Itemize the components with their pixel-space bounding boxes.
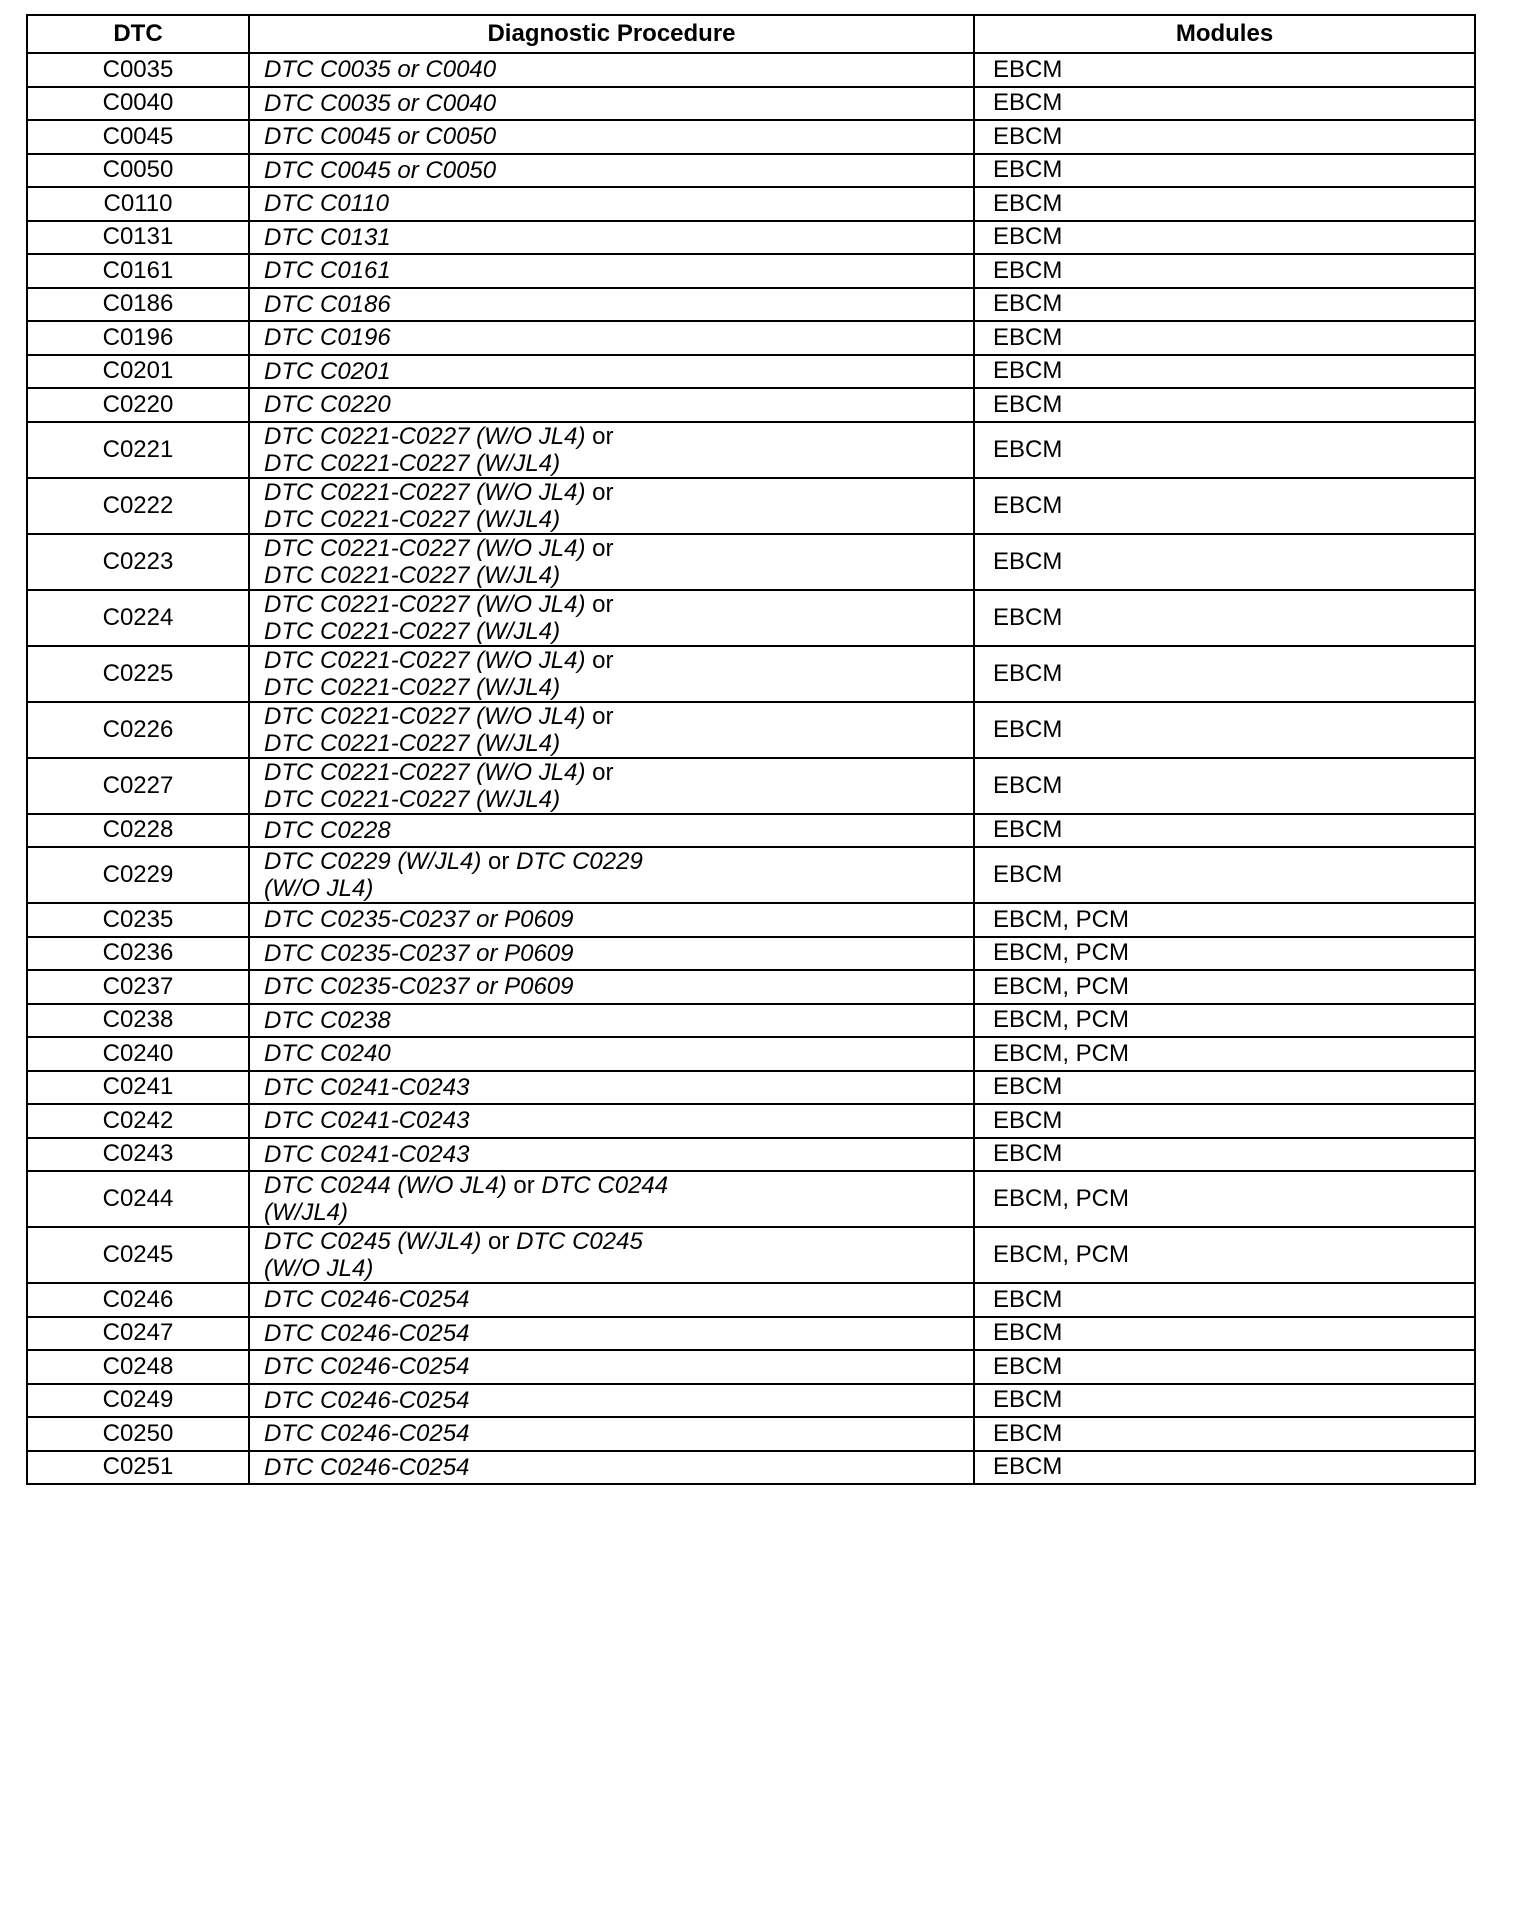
dtc-code: C0235 [27,903,249,937]
modules: EBCM [974,1138,1475,1172]
procedure-text: or [481,1228,517,1255]
dtc-code: C0244 [27,1171,249,1227]
modules: EBCM, PCM [974,937,1475,971]
modules: EBCM, PCM [974,1004,1475,1038]
procedure-text: DTC C0196 [264,324,391,352]
modules: EBCM [974,187,1475,221]
procedure-text: DTC C0229 [516,848,643,875]
modules: EBCM [974,221,1475,255]
dtc-code: C0226 [27,702,249,758]
procedure-text: DTC C0045 or C0050 [264,123,497,151]
dtc-code: C0045 [27,120,249,154]
procedure-text: DTC C0221-C0227 (W/JL4) [264,505,561,533]
table-row [27,903,1475,937]
diagnostic-procedure [249,254,974,288]
diagnostic-procedure [249,1171,974,1227]
modules: EBCM [974,1350,1475,1384]
dtc-code: C0243 [27,1138,249,1172]
table-row [27,87,1475,121]
dtc-code: C0251 [27,1451,249,1485]
header-diagnostic-procedure: Diagnostic Procedure [249,15,974,53]
procedure-text: DTC C0246-C0254 [264,1453,470,1481]
procedure-text: DTC C0244 (W/O JL4) [264,1172,507,1199]
table-row [27,814,1475,848]
diagnostic-procedure [249,1350,974,1384]
table-row [27,53,1475,87]
modules: EBCM, PCM [974,1171,1475,1227]
table-row [27,120,1475,154]
dtc-code: C0229 [27,847,249,903]
dtc-code: C0131 [27,221,249,255]
modules: EBCM [974,646,1475,702]
procedure-text: DTC C0235-C0237 or P0609 [264,973,574,1001]
dtc-code: C0225 [27,646,249,702]
modules: EBCM [974,758,1475,814]
procedure-text: DTC C0221-C0227 (W/O JL4) [264,478,586,506]
modules: EBCM [974,1283,1475,1317]
table-row [27,1350,1475,1384]
dtc-code: C0220 [27,388,249,422]
procedure-text: DTC C0110 [264,190,389,218]
diagnostic-procedure [249,590,974,646]
table-row [27,321,1475,355]
table-row [27,937,1475,971]
procedure-text: or [585,590,614,618]
diagnostic-procedure [249,187,974,221]
procedure-text: DTC C0246-C0254 [264,1420,470,1448]
dtc-code: C0246 [27,1283,249,1317]
table-row [27,187,1475,221]
procedure-text: DTC C0238 [264,1006,391,1034]
dtc-code: C0050 [27,154,249,188]
table-row [27,1417,1475,1451]
dtc-code: C0237 [27,970,249,1004]
diagnostic-procedure [249,1451,974,1485]
procedure-text: DTC C0035 or C0040 [264,89,497,117]
procedure-text: DTC C0201 [264,357,391,385]
procedure-text: DTC C0245 [516,1228,643,1255]
modules: EBCM [974,534,1475,590]
procedure-text: or [585,534,614,562]
modules: EBCM [974,1451,1475,1485]
table-row [27,970,1475,1004]
table-row [27,646,1475,702]
procedure-text: DTC C0221-C0227 (W/JL4) [264,785,561,813]
table-row [27,355,1475,389]
modules: EBCM [974,1104,1475,1138]
table-row [27,154,1475,188]
procedure-text: (W/JL4) [264,1199,348,1226]
diagnostic-procedure [249,355,974,389]
procedure-text: DTC C0246-C0254 [264,1286,470,1314]
procedure-text: or [585,758,614,786]
diagnostic-procedure [249,1104,974,1138]
procedure-text: DTC C0220 [264,391,391,419]
table-row [27,1384,1475,1418]
table-row [27,221,1475,255]
diagnostic-procedure [249,53,974,87]
procedure-text: DTC C0221-C0227 (W/JL4) [264,561,561,589]
procedure-text: DTC C0221-C0227 (W/O JL4) [264,758,586,786]
dtc-code: C0248 [27,1350,249,1384]
procedure-text: or [481,848,517,875]
procedure-text: DTC C0246-C0254 [264,1386,470,1414]
procedure-text: DTC C0228 [264,816,391,844]
diagnostic-procedure [249,388,974,422]
diagnostic-procedure [249,321,974,355]
table-body [27,53,1475,1484]
dtc-code: C0240 [27,1037,249,1071]
modules: EBCM, PCM [974,1037,1475,1071]
modules: EBCM [974,1071,1475,1105]
procedure-text: or [506,1172,542,1199]
modules: EBCM [974,1384,1475,1418]
modules: EBCM [974,702,1475,758]
diagnostic-procedure [249,937,974,971]
dtc-code: C0161 [27,254,249,288]
modules: EBCM [974,321,1475,355]
dtc-code: C0238 [27,1004,249,1038]
diagnostic-procedure [249,1384,974,1418]
table-row [27,847,1475,903]
dtc-code: C0221 [27,422,249,478]
procedure-text: DTC C0221-C0227 (W/O JL4) [264,646,586,674]
procedure-text: DTC C0045 or C0050 [264,156,497,184]
modules: EBCM [974,53,1475,87]
dtc-code: C0040 [27,87,249,121]
header-row [27,15,1475,53]
diagnostic-procedure [249,847,974,903]
dtc-code: C0110 [27,187,249,221]
procedure-text: DTC C0235-C0237 or P0609 [264,906,574,934]
diagnostic-procedure [249,1417,974,1451]
diagnostic-procedure [249,1283,974,1317]
procedure-text: DTC C0221-C0227 (W/JL4) [264,729,561,757]
table-row [27,1037,1475,1071]
table-row [27,422,1475,478]
diagnostic-procedure [249,758,974,814]
dtc-code: C0035 [27,53,249,87]
diagnostic-procedure [249,646,974,702]
procedure-text: DTC C0035 or C0040 [264,56,497,84]
dtc-code: C0245 [27,1227,249,1283]
procedure-text: DTC C0221-C0227 (W/JL4) [264,617,561,645]
modules: EBCM [974,154,1475,188]
table-row [27,1283,1475,1317]
dtc-code: C0236 [27,937,249,971]
modules: EBCM [974,1317,1475,1351]
diagnostic-procedure [249,1071,974,1105]
procedure-text: DTC C0245 (W/JL4) [264,1228,482,1255]
modules: EBCM [974,87,1475,121]
table-row [27,702,1475,758]
procedure-text: DTC C0221-C0227 (W/JL4) [264,449,561,477]
procedure-text: DTC C0246-C0254 [264,1353,470,1381]
diagnostic-procedure [249,120,974,154]
procedure-text: or [585,646,614,674]
diagnostic-procedure [249,534,974,590]
procedure-text: DTC C0240 [264,1040,391,1068]
diagnostic-procedure [249,903,974,937]
procedure-text: DTC C0244 [541,1172,669,1199]
diagnostic-procedure [249,1004,974,1038]
modules: EBCM, PCM [974,970,1475,1004]
procedure-text: DTC C0241-C0243 [264,1140,470,1168]
diagnostic-procedure [249,1037,974,1071]
dtc-code: C0196 [27,321,249,355]
procedure-text: DTC C0221-C0227 (W/O JL4) [264,534,586,562]
procedure-text: DTC C0161 [264,257,391,285]
diagnostic-procedure [249,814,974,848]
table-row [27,254,1475,288]
modules: EBCM [974,254,1475,288]
dtc-code: C0224 [27,590,249,646]
procedure-text: DTC C0229 (W/JL4) [264,848,482,875]
modules: EBCM [974,478,1475,534]
modules: EBCM [974,288,1475,322]
dtc-code: C0241 [27,1071,249,1105]
table-row [27,1451,1475,1485]
diagnostic-procedure [249,221,974,255]
table-row [27,288,1475,322]
procedure-text: DTC C0186 [264,290,391,318]
diagnostic-procedure [249,1317,974,1351]
dtc-code: C0228 [27,814,249,848]
modules: EBCM, PCM [974,1227,1475,1283]
header-dtc: DTC [27,15,249,53]
dtc-code: C0223 [27,534,249,590]
dtc-code: C0201 [27,355,249,389]
table-row [27,1317,1475,1351]
dtc-code: C0222 [27,478,249,534]
diagnostic-procedure [249,422,974,478]
table-row [27,1104,1475,1138]
dtc-code: C0227 [27,758,249,814]
modules: EBCM [974,814,1475,848]
header-modules: Modules [974,15,1475,53]
procedure-text: DTC C0221-C0227 (W/O JL4) [264,422,586,450]
diagnostic-procedure [249,154,974,188]
dtc-code: C0249 [27,1384,249,1418]
procedure-text: (W/O JL4) [264,875,374,902]
procedure-text: or [585,422,614,450]
modules: EBCM [974,355,1475,389]
diagnostic-procedure [249,970,974,1004]
table-row [27,1171,1475,1227]
procedure-text: DTC C0221-C0227 (W/JL4) [264,673,561,701]
diagnostic-procedure [249,1138,974,1172]
table-row [27,478,1475,534]
modules: EBCM [974,590,1475,646]
diagnostic-procedure [249,478,974,534]
procedure-text: (W/O JL4) [264,1255,374,1282]
procedure-text: DTC C0221-C0227 (W/O JL4) [264,590,586,618]
table-row [27,758,1475,814]
dtc-code: C0250 [27,1417,249,1451]
procedure-text: DTC C0221-C0227 (W/O JL4) [264,702,586,730]
diagnostic-procedure [249,1227,974,1283]
table-row [27,1071,1475,1105]
dtc-code: C0186 [27,288,249,322]
modules: EBCM [974,847,1475,903]
procedure-text: DTC C0131 [264,223,391,251]
procedure-text: DTC C0235-C0237 or P0609 [264,939,574,967]
procedure-text: DTC C0241-C0243 [264,1073,470,1101]
diagnostic-procedure [249,288,974,322]
modules: EBCM, PCM [974,903,1475,937]
table-row [27,388,1475,422]
table-row [27,534,1475,590]
procedure-text: DTC C0241-C0243 [264,1107,470,1135]
dtc-code: C0247 [27,1317,249,1351]
table-row [27,1138,1475,1172]
diagnostic-procedure [249,87,974,121]
procedure-text: DTC C0246-C0254 [264,1319,470,1347]
table-row [27,590,1475,646]
procedure-text: or [585,478,614,506]
dtc-code: C0242 [27,1104,249,1138]
modules: EBCM [974,388,1475,422]
table-row [27,1227,1475,1283]
table-row [27,1004,1475,1038]
dtc-table [26,14,1476,1485]
modules: EBCM [974,422,1475,478]
diagnostic-procedure [249,702,974,758]
modules: EBCM [974,1417,1475,1451]
procedure-text: or [585,702,614,730]
modules: EBCM [974,120,1475,154]
